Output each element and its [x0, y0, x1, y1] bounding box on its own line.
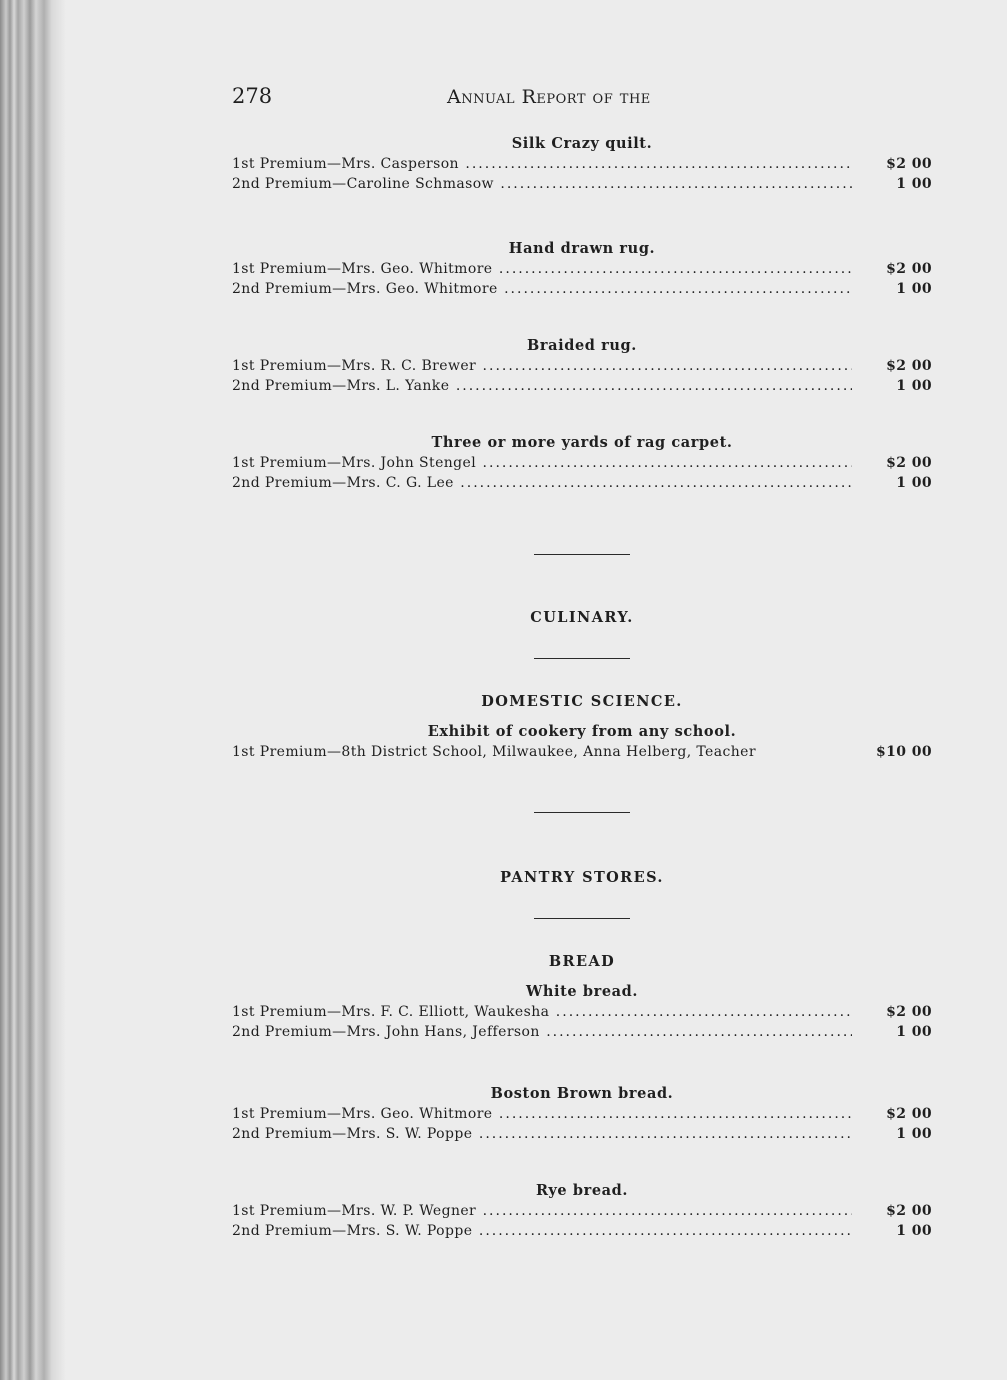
premium-entry	[232, 1104, 932, 1124]
category-title: Silk Crazy quilt.	[511, 135, 653, 152]
premium-entry	[232, 453, 932, 473]
category-title: Exhibit of cookery from any school.	[427, 723, 737, 740]
premium-winner: 2nd Premium—Mrs. John Hans, Jefferson .....	[232, 1022, 852, 1042]
category-title: Boston Brown bread.	[490, 1085, 674, 1102]
premium-winner: 2nd Premium—Caroline Schmasow .....	[232, 174, 852, 194]
premium-entry	[232, 174, 932, 194]
premium-entry	[232, 473, 932, 493]
category-title: Braided rug.	[527, 337, 637, 354]
premium-winner: 1st Premium—Mrs. Casperson .....	[232, 154, 852, 174]
heading-culinary: CULINARY.	[530, 609, 634, 626]
category-title: Three or more yards of rag carpet.	[431, 434, 733, 451]
premium-entry	[232, 356, 932, 376]
page-header	[232, 80, 932, 116]
premium-amount: $2 00	[886, 156, 932, 172]
premium-amount: $2 00	[886, 358, 932, 374]
category-title: Rye bread.	[535, 1182, 629, 1199]
premium-winner: 1st Premium—Mrs. Geo. Whitmore .....	[232, 1104, 852, 1124]
section-divider	[534, 658, 630, 659]
running-head: Annual Report of the	[447, 86, 651, 108]
premium-amount: 1 00	[896, 378, 932, 394]
premium-amount: 1 00	[896, 176, 932, 192]
premium-winner: 2nd Premium—Mrs. S. W. Poppe .....	[232, 1124, 852, 1144]
premium-amount: $2 00	[886, 261, 932, 277]
category-title: Hand drawn rug.	[508, 240, 656, 257]
premium-entry	[232, 376, 932, 396]
section-braided-rug	[232, 336, 932, 396]
heading-bread: BREAD	[548, 953, 616, 970]
premium-amount: 1 00	[896, 1024, 932, 1040]
premium-amount: $10 00	[876, 744, 932, 760]
premium-amount: 1 00	[896, 281, 932, 297]
premium-entry	[232, 259, 932, 279]
premium-entry	[232, 1201, 932, 1221]
premium-entry	[232, 1022, 932, 1042]
premium-entry	[232, 742, 932, 762]
premium-winner: 2nd Premium—Mrs. S. W. Poppe .....	[232, 1221, 852, 1241]
book-spine-edge	[0, 0, 66, 1380]
premium-amount: $2 00	[886, 1203, 932, 1219]
premium-amount: 1 00	[896, 1126, 932, 1142]
premium-winner: 1st Premium—Mrs. John Stengel .....	[232, 453, 852, 473]
premium-amount: $2 00	[886, 1106, 932, 1122]
heading-pantry-stores: PANTRY STORES.	[500, 869, 664, 886]
premium-entry	[232, 1221, 932, 1241]
heading-domestic-science: DOMESTIC SCIENCE.	[481, 693, 683, 710]
premium-amount: 1 00	[896, 1223, 932, 1239]
section-divider	[534, 812, 630, 813]
premium-winner: 1st Premium—Mrs. F. C. Elliott, Waukesha .....	[232, 1002, 852, 1022]
premium-entry	[232, 154, 932, 174]
section-rye-bread	[232, 1181, 932, 1241]
page-content	[232, 80, 932, 1241]
premium-winner: 1st Premium—8th District School, Milwaukee, Anna Helberg, Teacher	[232, 744, 756, 760]
section-silk-crazy-quilt	[232, 134, 932, 194]
section-rag-carpet	[232, 433, 932, 493]
section-boston-brown-bread	[232, 1084, 932, 1144]
section-white-bread	[232, 982, 932, 1042]
premium-winner: 2nd Premium—Mrs. L. Yanke .....	[232, 376, 852, 396]
premium-winner: 1st Premium—Mrs. Geo. Whitmore .....	[232, 259, 852, 279]
premium-winner: 1st Premium—Mrs. W. P. Wegner .....	[232, 1201, 852, 1221]
page-number: 278	[232, 84, 273, 108]
premium-amount: $2 00	[886, 455, 932, 471]
section-divider	[534, 554, 630, 555]
section-cookery-exhibit	[232, 722, 932, 762]
category-title: White bread.	[525, 983, 639, 1000]
premium-winner: 1st Premium—Mrs. R. C. Brewer .....	[232, 356, 852, 376]
section-divider	[534, 918, 630, 919]
premium-winner: 2nd Premium—Mrs. Geo. Whitmore .....	[232, 279, 852, 299]
section-hand-drawn-rug	[232, 239, 932, 299]
premium-winner: 2nd Premium—Mrs. C. G. Lee .....	[232, 473, 852, 493]
premium-amount: $2 00	[886, 1004, 932, 1020]
premium-entry	[232, 279, 932, 299]
premium-amount: 1 00	[896, 475, 932, 491]
premium-entry	[232, 1002, 932, 1022]
premium-entry	[232, 1124, 932, 1144]
